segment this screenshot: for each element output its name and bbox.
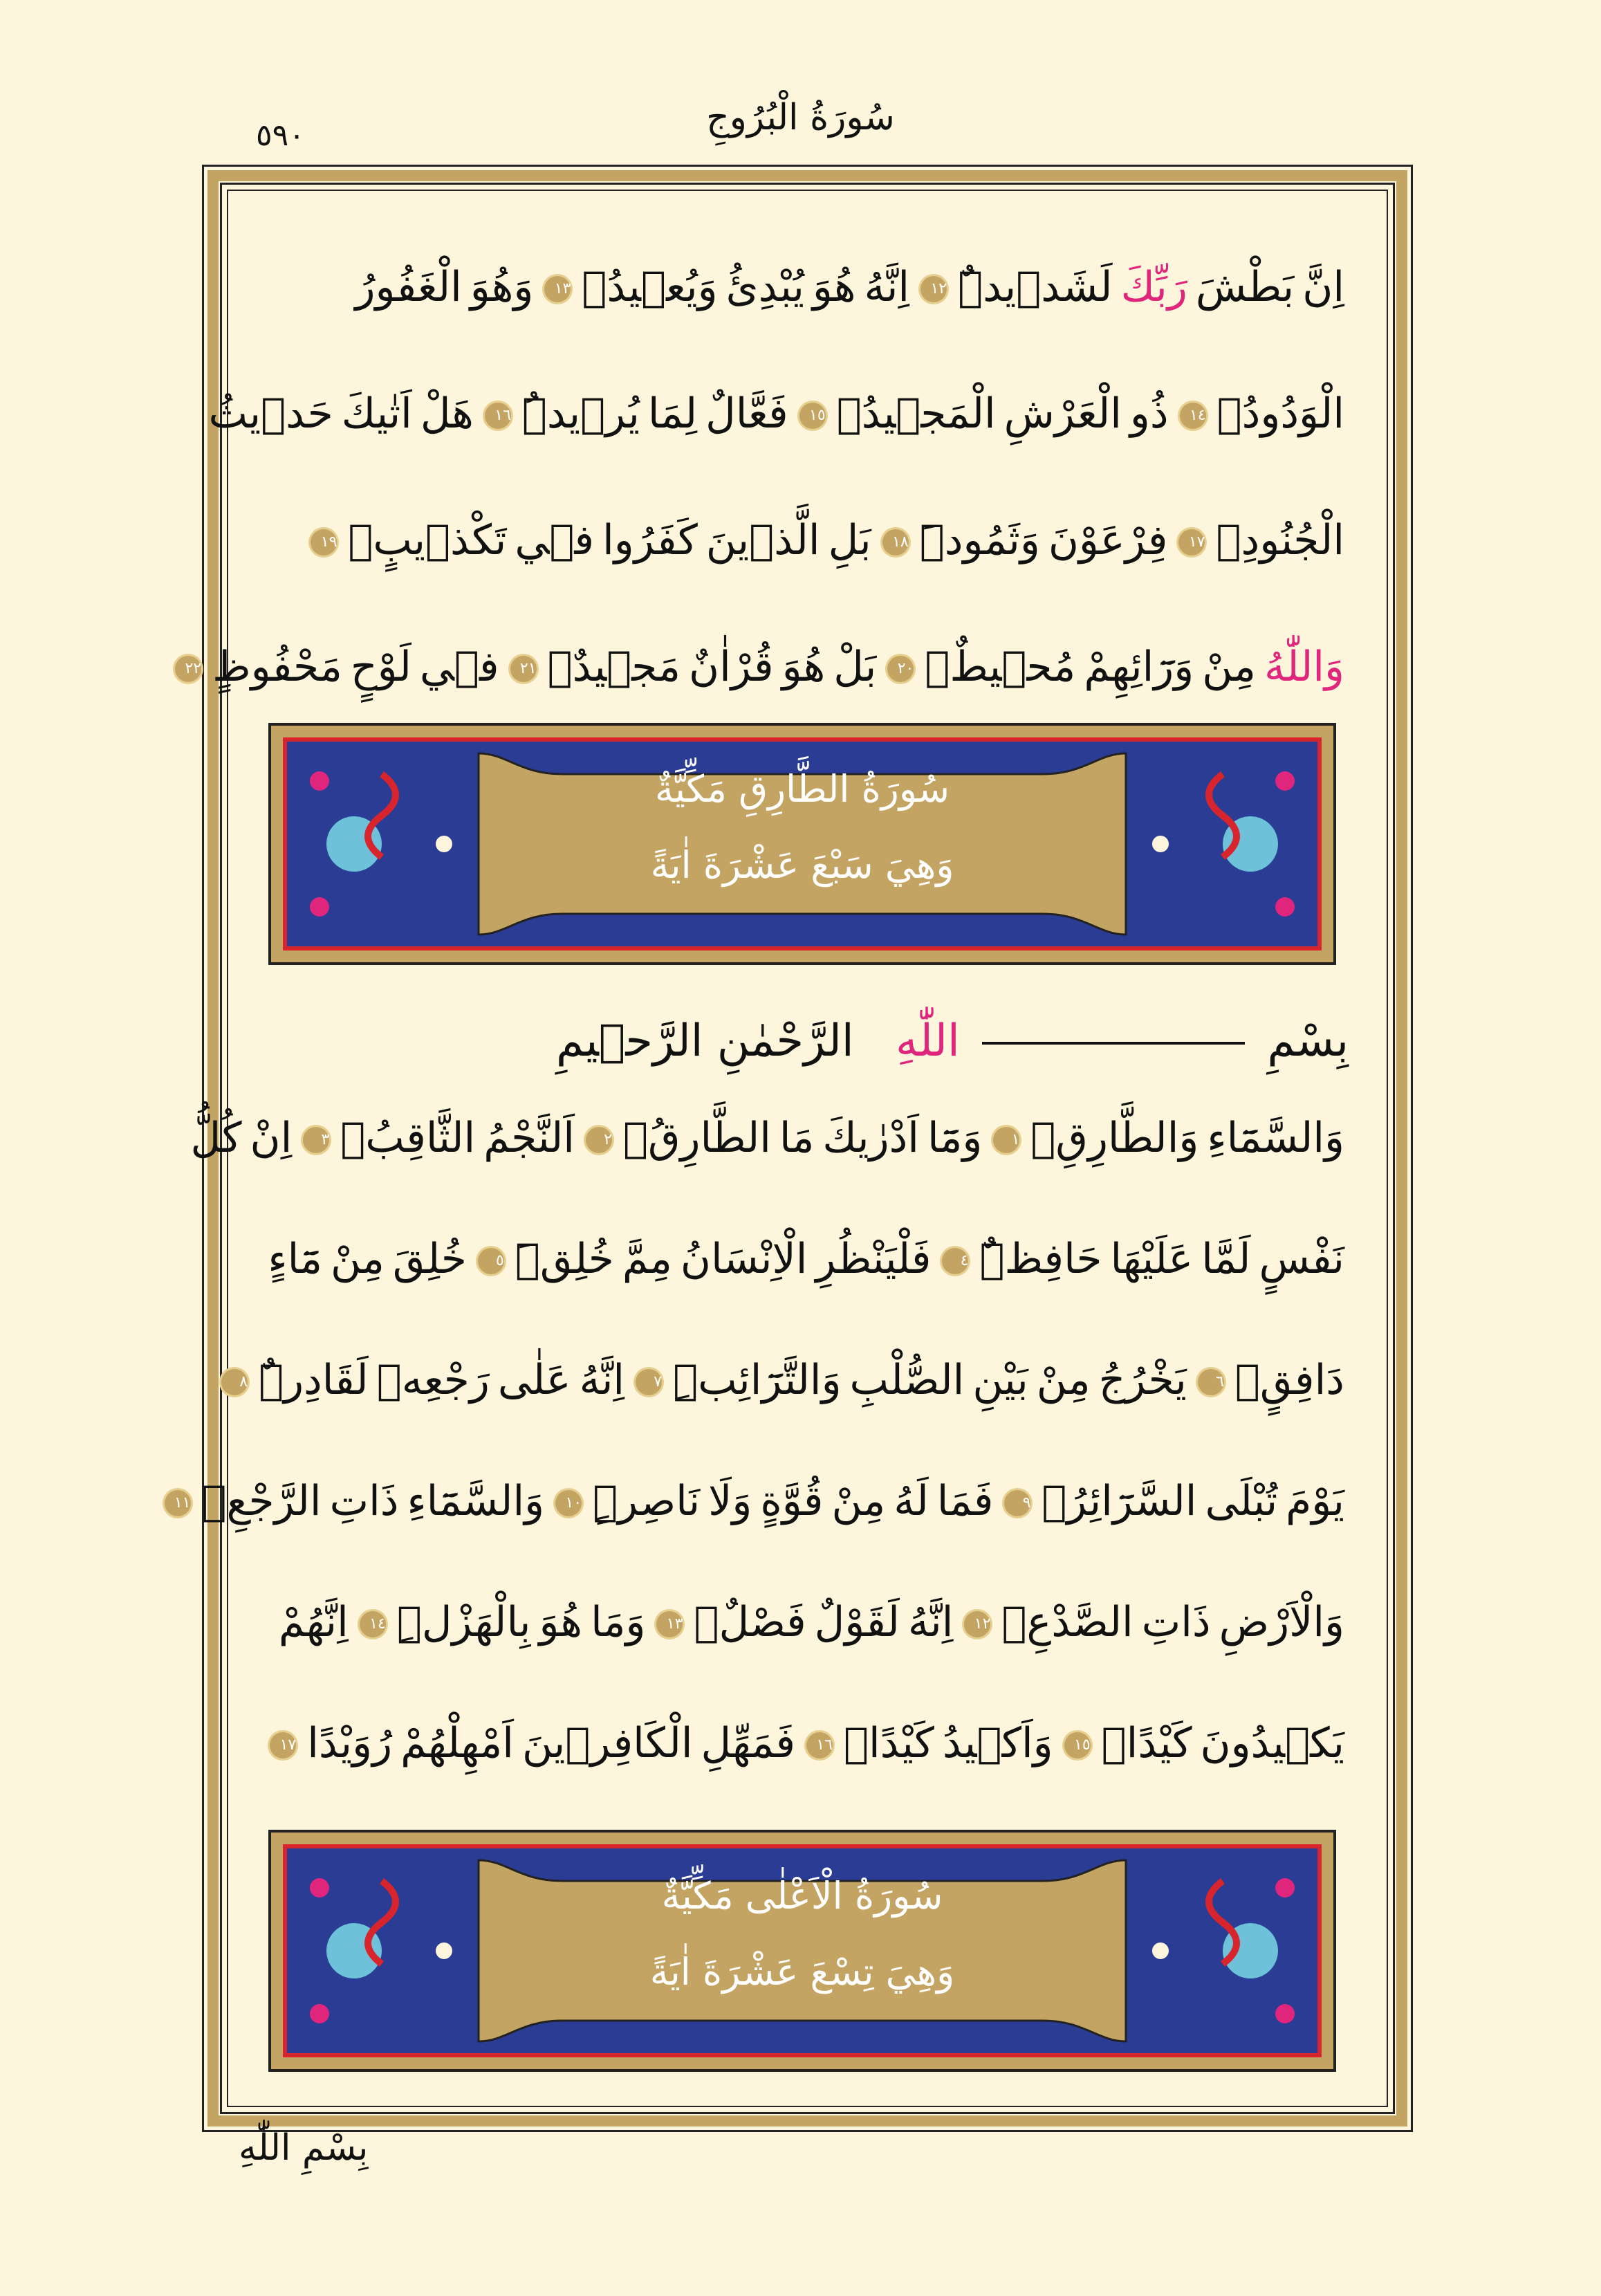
verse-word: وَمَا — [591, 1598, 646, 1646]
verse-line — [266, 499, 1349, 582]
verse-word: بَيْنِ — [972, 1356, 1028, 1404]
verse-word: مِنْ — [1036, 1356, 1091, 1404]
verse-word: يُر۪يدُۜ — [521, 389, 640, 438]
verse-word: الصُّلْبِ — [849, 1356, 965, 1404]
verse-word: بَطْشَ — [1195, 263, 1295, 311]
verse-line — [239, 1339, 1349, 1422]
verse-word: وَيُع۪يدُۚ — [582, 263, 718, 311]
ayah-marker: ٦ — [1198, 1369, 1224, 1395]
basmala-elongation — [982, 1042, 1245, 1045]
verse-word: هُوَ — [539, 1598, 583, 1646]
verse-word: وَهُوَ — [470, 263, 534, 311]
verse-line — [266, 1218, 1349, 1301]
verse-word: مَج۪يدٌۙ — [547, 643, 681, 691]
verse-word: لِمَا — [647, 389, 698, 438]
verse-word: لَشَد۪يدٌۜ — [958, 263, 1113, 311]
catchword: بِسْمِ اللّٰهِ — [239, 2127, 369, 2169]
ayah-marker: ١٠ — [555, 1490, 582, 1516]
verse-word: الَّذ۪ينَ — [705, 516, 820, 564]
verse-word: الْعَرْشِ — [1003, 389, 1122, 438]
verse-word: حَافِظٌۜ — [979, 1235, 1102, 1283]
basmala — [266, 1000, 1349, 1083]
verse-word: دَافِقٍۙ — [1234, 1356, 1344, 1404]
basmala-rest: الرَّحْمٰنِ الرَّح۪يمِ — [556, 1016, 854, 1067]
ayah-marker: ١٤ — [1180, 403, 1206, 429]
ayah-marker: ١ — [993, 1127, 1019, 1153]
verse-word: بَلِ — [828, 516, 871, 564]
verse-word: نَفْسٍ — [1259, 1235, 1344, 1283]
verse-line — [266, 1581, 1349, 1664]
verse-word: بِالْهَزْلِۜ — [396, 1598, 531, 1646]
verse-word: الثَّاقِبُۙ — [340, 1114, 476, 1162]
verse-word: فَلْيَنْظُرِ — [815, 1235, 932, 1283]
verse-word: مِنْ — [1202, 643, 1257, 691]
verse-word: وَالْاَرْضِ — [1219, 1598, 1344, 1646]
verse-word: عَلٰى — [497, 1356, 571, 1404]
verse-line — [190, 1096, 1349, 1179]
ayah-marker: ٨ — [221, 1369, 248, 1395]
verse-word: فَمَهِّلِ — [701, 1719, 795, 1767]
verse-word: الْغَفُورُ — [355, 263, 462, 311]
verse-word: خُلِقَۜ — [515, 1235, 614, 1283]
verse-word: هُوَ — [781, 643, 826, 691]
verse-line — [208, 372, 1349, 455]
verse-word: بَلْ — [833, 643, 877, 691]
verse-word: رَبِّكَ — [1120, 263, 1187, 311]
ayah-marker: ١٥ — [799, 403, 826, 429]
ayah-marker: ١٢ — [964, 1611, 990, 1637]
verse-word: تَكْذ۪يبٍۙ — [348, 516, 507, 564]
ayah-marker: ١٨ — [882, 529, 909, 555]
verse-word: الطَّارِقُۙ — [622, 1114, 771, 1162]
ayah-marker: ١٧ — [270, 1732, 296, 1758]
verse-word: قُوَّةٍ — [760, 1477, 824, 1525]
verse-word: مَا — [779, 1114, 815, 1162]
verse-word: يَخْرُجُ — [1098, 1356, 1187, 1404]
verse-word: فَعَّالٌ — [705, 389, 788, 438]
surah-header-title: سُورَةُ الْبُرُوجِ — [706, 97, 895, 138]
ayah-marker: ٥ — [478, 1248, 504, 1274]
ayah-marker: ٢٢ — [175, 656, 201, 682]
verse-line — [185, 625, 1349, 708]
verse-word: مُح۪يطٌۚ — [925, 643, 1076, 691]
verse-word: كَيْدًاۚ — [844, 1719, 934, 1767]
ayah-marker: ١٥ — [1064, 1732, 1091, 1758]
verse-word: فِرْعَوْنَ — [1048, 516, 1168, 564]
verse-word: اِنَّهُمْ — [278, 1598, 349, 1646]
verse-word: وَالسَّمَٓاءِ — [1207, 1114, 1344, 1162]
verse-word: الرَّجْعِۙ — [201, 1477, 322, 1525]
verse-word: ف۪ي — [419, 643, 499, 691]
verse-word: وَلَا — [708, 1477, 752, 1525]
verse-word: الصَّدْعِۙ — [1001, 1598, 1133, 1646]
ayah-marker: ١٢ — [920, 276, 947, 302]
verse-word: اَمْهِلْهُمْ — [400, 1719, 514, 1767]
verse-word: الْوَدُودُۙ — [1216, 389, 1344, 438]
basmala-bism: بِسْمِ — [1267, 1016, 1349, 1067]
panel-surah-title: سُورَةُ الْاَعْلٰى مَكِّيَّةٌ — [661, 1874, 943, 1918]
surah-panel-ala — [268, 1830, 1336, 2072]
verse-word: قُرْاٰنٌ — [689, 643, 774, 691]
verse-word: وَمَٓا — [927, 1114, 983, 1162]
verse-word: ف۪ي — [515, 516, 595, 564]
ayah-marker: ١٦ — [806, 1732, 833, 1758]
ayah-marker: ١٧ — [1178, 529, 1205, 555]
verse-word: اِنَّهُ — [579, 1356, 625, 1404]
ayah-marker: ٤ — [942, 1248, 968, 1274]
verse-word: اَدْرٰيكَ — [822, 1114, 919, 1162]
verse-word: اَتٰيكَ — [341, 389, 412, 438]
verse-word: الْكَافِر۪ينَ — [521, 1719, 693, 1767]
ayah-marker: ٢١ — [510, 656, 537, 682]
verse-word: تُبْلَى — [1205, 1477, 1278, 1525]
verse-word: كَفَرُوا — [602, 516, 698, 564]
verse-word: ذَاتِ — [1141, 1598, 1211, 1646]
verse-word: كُلُّ — [190, 1114, 242, 1162]
verse-line — [266, 1702, 1349, 1785]
verse-word: لَوْحٍ — [350, 643, 411, 691]
verse-word: رُوَيْدًا — [307, 1719, 393, 1767]
verse-word: يُبْدِئُ — [725, 263, 804, 311]
verse-word: ذُو — [1129, 389, 1169, 438]
surah-panel-tariq — [268, 723, 1336, 965]
verse-word: فَصْلٌۙ — [694, 1598, 806, 1646]
verse-word: لَقَوْلٌ — [814, 1598, 900, 1646]
verse-word: فَمَا — [936, 1477, 994, 1525]
verse-word: وَالسَّمَٓاءِ — [407, 1477, 545, 1525]
ayah-marker: ٢ — [586, 1127, 612, 1153]
verse-word: وَالطَّارِقِۙ — [1030, 1114, 1199, 1162]
verse-word: لَمَّا — [1201, 1235, 1251, 1283]
ayah-marker: ١٣ — [656, 1611, 683, 1637]
verse-word: اِنْ — [250, 1114, 293, 1162]
ayah-marker: ١٣ — [544, 276, 571, 302]
ayah-marker: ١٩ — [311, 529, 337, 555]
panel-verse-count: وَهِيَ تِسْعَ عَشْرَةَ اٰيَةً — [649, 1950, 955, 1994]
verse-word: مِنْ — [831, 1477, 886, 1525]
verse-word: نَاصِرٍۜ — [593, 1477, 701, 1525]
verse-word: حَد۪يثُ — [208, 389, 333, 438]
verse-word: ذَاتِ — [329, 1477, 399, 1525]
verse-word: لَقَادِرٌۜ — [259, 1356, 369, 1404]
verse-word: وَرَٓائِهِمْ — [1084, 643, 1194, 691]
verse-word: عَلَيْهَا — [1110, 1235, 1194, 1283]
verse-word: لَهُ — [894, 1477, 929, 1525]
ayah-marker: ٧ — [636, 1369, 662, 1395]
page-number: ٥٩٠ — [256, 118, 305, 153]
verse-word: مِنْ — [331, 1235, 385, 1283]
ayah-marker: ١١ — [165, 1490, 191, 1516]
verse-word: وَاَك۪يدُ — [942, 1719, 1053, 1767]
verse-word: وَثَمُودَۜ — [919, 516, 1040, 564]
ayah-marker: ٢٠ — [887, 656, 914, 682]
verse-line — [174, 1460, 1349, 1543]
verse-word: اِنَّهُ — [864, 263, 910, 311]
verse-word: هُوَ — [812, 263, 856, 311]
verse-word: مِمَّ — [622, 1235, 672, 1283]
verse-word: اِنَّ — [1302, 263, 1344, 311]
verse-word: السَّرَٓائِرُۙ — [1042, 1477, 1197, 1525]
verse-word: الْجُنُودِۙ — [1216, 516, 1344, 564]
verse-word: يَوْمَ — [1286, 1477, 1344, 1525]
verse-word: اَلنَّجْمُ — [483, 1114, 575, 1162]
verse-word: وَاللّٰهُ — [1264, 643, 1344, 691]
basmala-allah: اللّٰهِ — [896, 1016, 960, 1067]
ayah-marker: ١٤ — [360, 1611, 386, 1637]
verse-word: مَٓاءٍ — [268, 1235, 323, 1283]
verse-word: اِنَّهُ — [907, 1598, 954, 1646]
verse-word: يَك۪يدُونَ — [1200, 1719, 1344, 1767]
panel-verse-count: وَهِيَ سَبْعَ عَشْرَةَ اٰيَةً — [650, 843, 954, 887]
ayah-marker: ٩ — [1004, 1490, 1030, 1516]
verse-word: هَلْ — [420, 389, 474, 438]
verse-word: وَالتَّرَٓائِبِۜ — [673, 1356, 842, 1404]
ayah-marker: ٣ — [303, 1127, 329, 1153]
verse-word: رَجْعِه۪ — [376, 1356, 490, 1404]
verse-line — [266, 246, 1349, 329]
verse-word: الْاِنْسَانُ — [680, 1235, 808, 1283]
verse-word: مَحْفُوظٍ — [212, 643, 342, 691]
panel-surah-title: سُورَةُ الطَّارِقِ مَكِّيَّةٌ — [654, 767, 950, 811]
verse-word: خُلِقَ — [392, 1235, 467, 1283]
verse-word: الْمَج۪يدُۙ — [836, 389, 996, 438]
verse-word: كَيْدًاۙ — [1101, 1719, 1192, 1767]
ayah-marker: ١٦ — [485, 403, 511, 429]
